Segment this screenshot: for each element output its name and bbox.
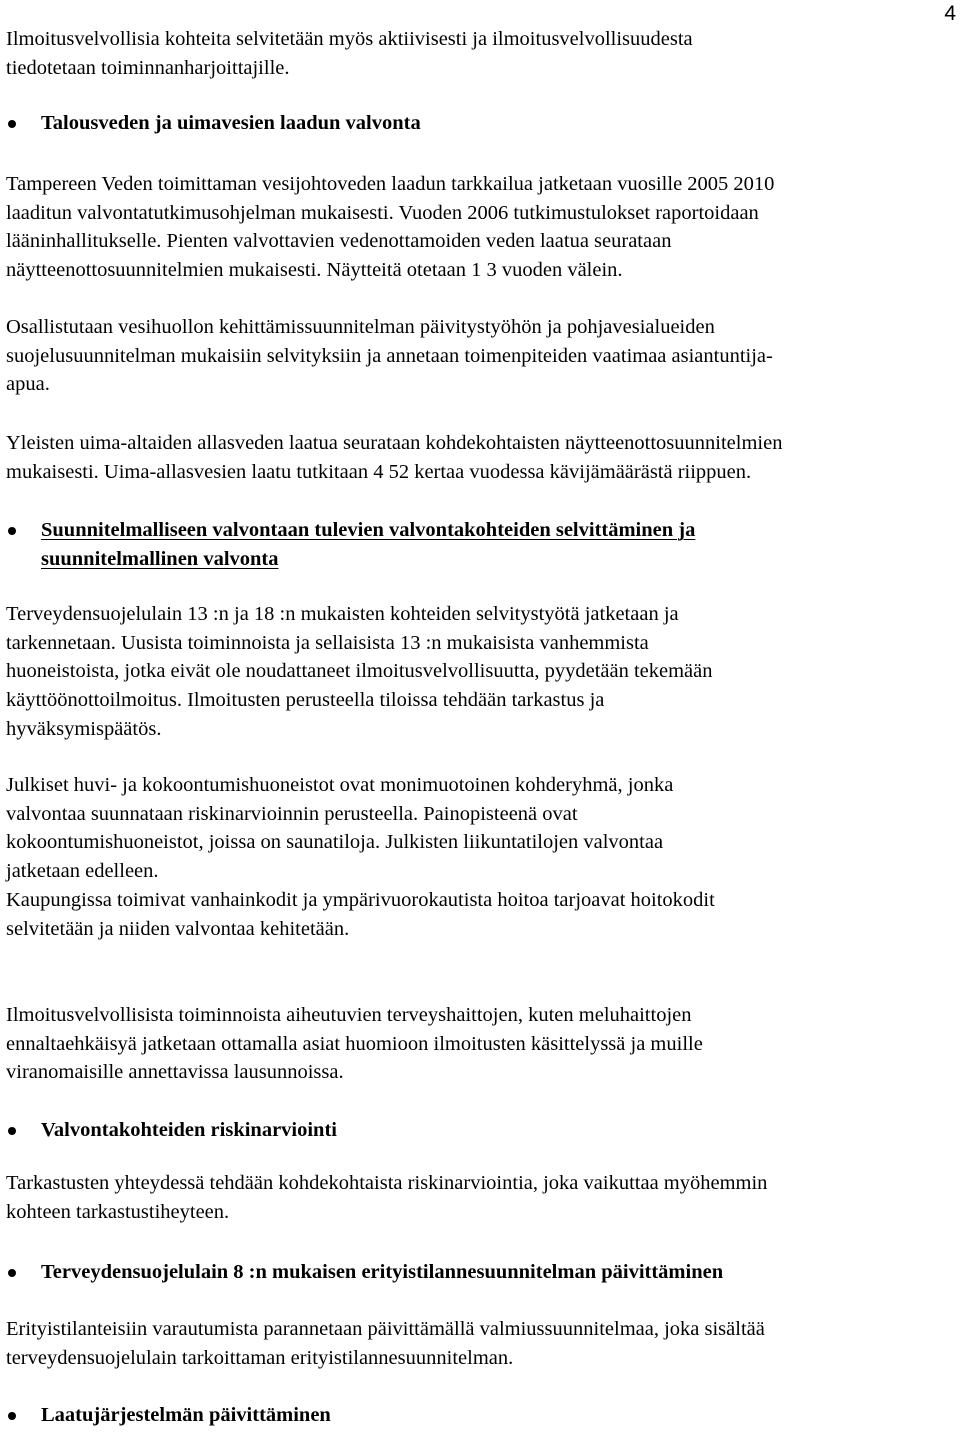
paragraph-line: selvitetään ja niiden valvontaa kehitetään.: [6, 917, 350, 940]
body-paragraph: [6, 170, 774, 285]
body-paragraph: [6, 886, 715, 943]
bullet-icon: [8, 120, 16, 128]
heading-line: Talousveden ja uimavesien laadun valvonta: [41, 112, 421, 134]
section-heading: [6, 1401, 331, 1430]
section-heading: [6, 109, 421, 138]
paragraph-line: suojelusuunnitelman mukaisiin selvityksiin ja annetaan toimenpiteiden vaatimaa asiantuntija-: [6, 344, 773, 367]
paragraph-line: jatketaan edelleen.: [6, 860, 159, 883]
paragraph-line: Kaupungissa toimivat vanhainkodit ja ympärivuorokautista hoitoa tarjoavat hoitokodit: [6, 889, 715, 911]
body-paragraph: [6, 771, 673, 886]
paragraph-line: Erityistilanteisiin varautumista parannetaan päivittämällä valmiussuunnitelmaa, joka sisältää: [6, 1318, 765, 1340]
bullet-icon: [8, 1412, 16, 1420]
heading-line: suunnitelmallinen valvonta: [41, 547, 279, 570]
paragraph-line: Ilmoitusvelvollisia kohteita selvitetään myös aktiivisesti ja ilmoitusvelvollisuudesta: [6, 28, 693, 50]
page-number: 4: [944, 2, 956, 25]
paragraph-line: kohteen tarkastustiheyteen.: [6, 1200, 230, 1223]
paragraph-line: hyväksymispäätös.: [6, 717, 162, 740]
paragraph-line: terveydensuojelulain tarkoittaman erityistilannesuunnitelman.: [6, 1346, 514, 1369]
paragraph-line: Terveydensuojelulain 13 :n ja 18 :n mukaisten kohteiden selvitystyötä jatketaan ja: [6, 603, 679, 625]
bullet-icon: [8, 527, 16, 535]
heading-line: Suunnitelmalliseen valvontaan tulevien valvontakohteiden selvittäminen ja: [41, 519, 696, 541]
paragraph-line: käyttöönottoilmoitus. Ilmoitusten perusteella tiloissa tehdään tarkastus ja: [6, 689, 605, 712]
paragraph-line: valvontaa suunnataan riskinarvioinnin perusteella. Painopisteenä ovat: [6, 802, 578, 825]
paragraph-line: ennaltaehkäisyä jatketaan ottamalla asiat huomioon ilmoitusten käsittelyssä ja muille: [6, 1032, 703, 1055]
paragraph-line: Tampereen Veden toimittaman vesijohtoveden laadun tarkkailua jatketaan vuosille 2005 2010: [6, 173, 775, 195]
paragraph-line: Osallistutaan vesihuollon kehittämissuunnitelman päivitystyöhön ja pohjavesialueiden: [6, 316, 715, 338]
paragraph-line: apua.: [6, 373, 50, 396]
bullet-icon: [8, 1269, 16, 1277]
paragraph-line: Julkiset huvi- ja kokoontumishuoneistot ovat monimuotoinen kohderyhmä, jonka: [6, 774, 674, 796]
section-heading: [6, 516, 695, 573]
paragraph-line: mukaisesti. Uima-allasvesien laatu tutkitaan 4 52 kertaa vuodessa kävijämäärästä riippuen.: [6, 460, 752, 483]
body-paragraph: [6, 313, 773, 399]
paragraph-line: tiedotetaan toiminnanharjoittajille.: [6, 56, 290, 79]
section-heading: [6, 1258, 723, 1287]
section-heading: [6, 1116, 337, 1145]
paragraph-line: kokoontumishuoneistot, joissa on saunatiloja. Julkisten liikuntatilojen valvontaa: [6, 831, 664, 854]
paragraph-line: lääninhallitukselle. Pienten valvottavien vedenottamoiden veden laatua seurataan: [6, 230, 672, 253]
bullet-icon: [8, 1127, 16, 1135]
body-paragraph: [6, 600, 713, 744]
paragraph-line: viranomaisille annettavissa lausunnoissa.: [6, 1061, 344, 1084]
heading-line: Terveydensuojelulain 8 :n mukaisen erityistilannesuunnitelman päivittäminen: [41, 1261, 724, 1283]
paragraph-line: huoneistoista, jotka eivät ole noudattaneet ilmoitusvelvollisuutta, pyydetään tekemään: [6, 660, 713, 683]
body-paragraph: [6, 429, 782, 486]
paragraph-line: tarkennetaan. Uusista toiminnoista ja sellaisista 13 :n mukaisista vanhemmista: [6, 631, 649, 654]
heading-line: Laatujärjestelmän päivittäminen: [41, 1404, 331, 1426]
body-paragraph: [6, 1001, 703, 1087]
paragraph-line: Yleisten uima-altaiden allasveden laatua seurataan kohdekohtaisten näytteenottosuunnitelmien: [6, 432, 783, 454]
heading-line: Valvontakohteiden riskinarviointi: [41, 1119, 337, 1141]
body-paragraph: [6, 25, 693, 82]
paragraph-line: laaditun valvontatutkimusohjelman mukaisesti. Vuoden 2006 tutkimustulokset raportoidaan: [6, 201, 759, 224]
paragraph-line: Ilmoitusvelvollisista toiminnoista aiheutuvien terveyshaittojen, kuten meluhaittojen: [6, 1004, 692, 1026]
body-paragraph: [6, 1169, 767, 1226]
body-paragraph: [6, 1315, 765, 1372]
paragraph-line: Tarkastusten yhteydessä tehdään kohdekohtaista riskinarviointia, joka vaikuttaa myöhemmin: [6, 1172, 768, 1194]
paragraph-line: näytteenottosuunnitelmien mukaisesti. Näytteitä otetaan 1 3 vuoden välein.: [6, 259, 623, 282]
